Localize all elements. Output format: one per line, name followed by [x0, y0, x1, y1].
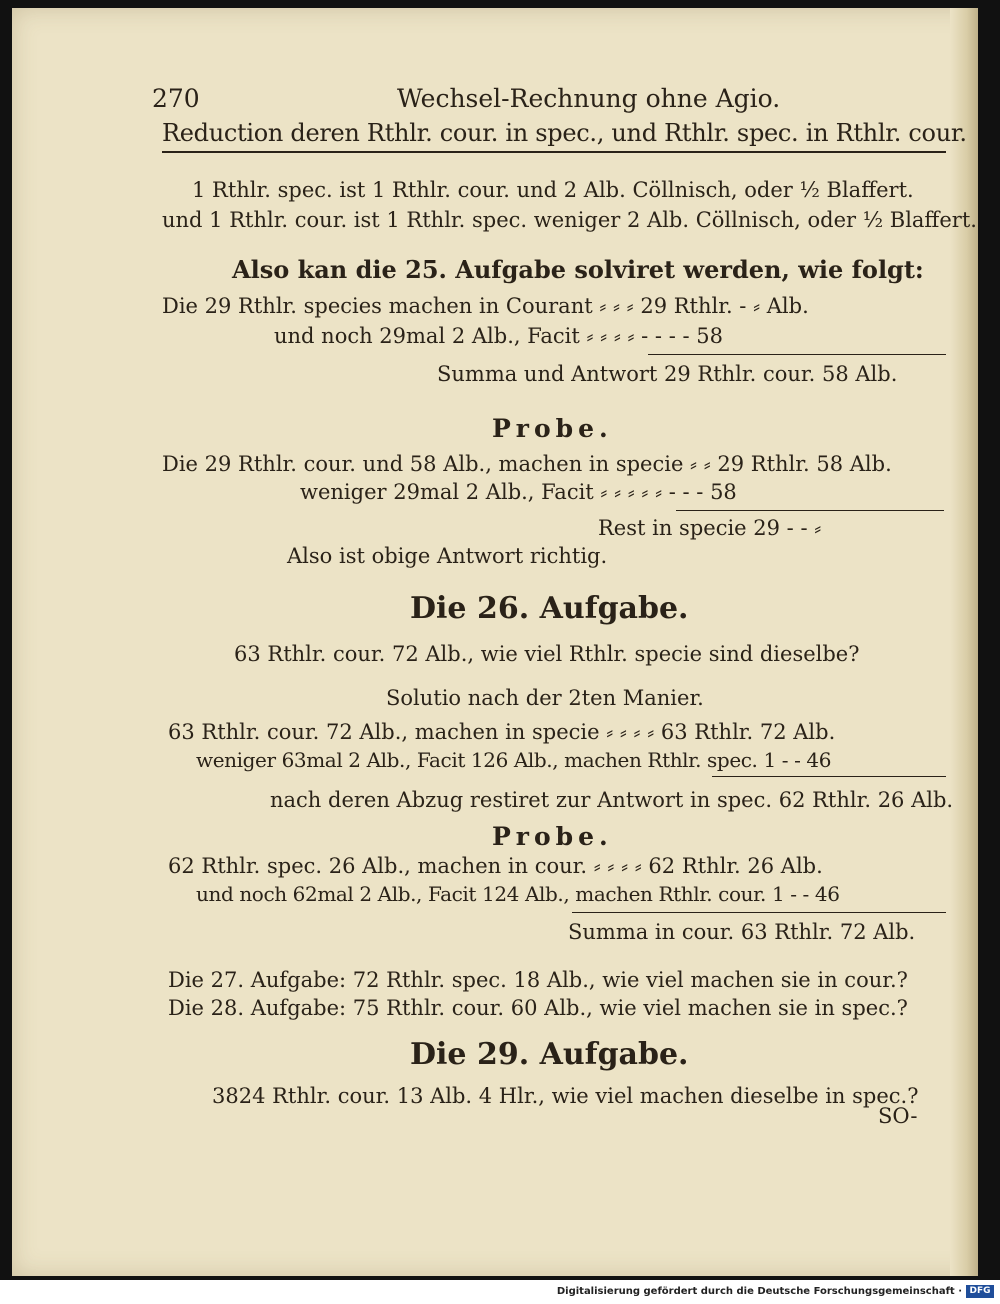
- probe1-line-2: weniger 29mal 2 Alb., Facit ⸗ ⸗ ⸗ ⸗ ⸗ - - - 58: [300, 480, 737, 504]
- page-gutter-shadow: [950, 8, 978, 1276]
- rule-line-1: 1 Rthlr. spec. ist 1 Rthlr. cour. und 2 Alb. Cöllnisch, oder ½ Blaffert.: [192, 178, 914, 202]
- task25-heading: Also kan die 25. Aufgabe solviret werden, wie folgt:: [232, 255, 924, 284]
- task26-result: nach deren Abzug restiret zur Antwort in spec. 62 Rthlr. 26 Alb.: [270, 788, 954, 812]
- probe1-rest: Rest in specie 29 - - ⸗: [598, 516, 822, 540]
- probe2-line-1: 62 Rthlr. spec. 26 Alb., machen in cour. ⸗ ⸗ ⸗ ⸗ 62 Rthlr. 26 Alb.: [168, 854, 823, 878]
- task25-line-2: und noch 29mal 2 Alb., Facit ⸗ ⸗ ⸗ ⸗ - - - - 58: [274, 324, 723, 348]
- probe2-sum: Summa in cour. 63 Rthlr. 72 Alb.: [568, 920, 916, 944]
- running-title: Wechsel-Rechnung ohne Agio.: [397, 84, 781, 113]
- probe1-heading: Probe.: [492, 414, 613, 443]
- probe2-line-2: und noch 62mal 2 Alb., Facit 124 Alb., machen Rthlr. cour. 1 - - 46: [196, 882, 840, 906]
- task26-question: 63 Rthlr. cour. 72 Alb., wie viel Rthlr. specie sind dieselbe?: [234, 642, 860, 666]
- task26-line-1: 63 Rthlr. cour. 72 Alb., machen in specie ⸗ ⸗ ⸗ ⸗ 63 Rthlr. 72 Alb.: [168, 720, 836, 744]
- task26-line-2: weniger 63mal 2 Alb., Facit 126 Alb., machen Rthlr. spec. 1 - - 46: [196, 748, 832, 772]
- probe1-conclusion: Also ist obige Antwort richtig.: [287, 544, 608, 568]
- task25-sum-rule: [648, 354, 946, 355]
- book-page: [12, 8, 978, 1276]
- footer-credit: Digitalisierung gefördert durch die Deutsche Forschungsgemeinschaft ·: [556, 1286, 962, 1297]
- task25-sum: Summa und Antwort 29 Rthlr. cour. 58 Alb.: [437, 362, 898, 386]
- section-subtitle: Reduction deren Rthlr. cour. in spec., und Rthlr. spec. in Rthlr. cour.: [162, 119, 967, 147]
- task27-line: Die 27. Aufgabe: 72 Rthlr. spec. 18 Alb., wie viel machen sie in cour.?: [168, 968, 908, 992]
- task29-question: 3824 Rthlr. cour. 13 Alb. 4 Hlr., wie viel machen dieselbe in spec.?: [212, 1084, 919, 1108]
- task26-solution-heading: Solutio nach der 2ten Manier.: [386, 686, 704, 710]
- probe1-rule: [676, 510, 944, 511]
- page-number: 270: [152, 84, 200, 113]
- catchword: SO-: [878, 1104, 918, 1128]
- task29-heading: Die 29. Aufgabe.: [410, 1037, 689, 1072]
- probe1-line-1: Die 29 Rthlr. cour. und 58 Alb., machen in specie ⸗ ⸗ 29 Rthlr. 58 Alb.: [162, 452, 892, 476]
- digitization-footer: [0, 1280, 1000, 1304]
- task26-rule: [712, 776, 946, 777]
- task28-line: Die 28. Aufgabe: 75 Rthlr. cour. 60 Alb., wie viel machen sie in spec.?: [168, 996, 908, 1020]
- probe2-heading: Probe.: [492, 822, 613, 851]
- dfg-logo-icon: DFG: [966, 1285, 994, 1298]
- task25-line-1: Die 29 Rthlr. species machen in Courant ⸗ ⸗ ⸗ 29 Rthlr. - ⸗ Alb.: [162, 294, 809, 318]
- probe2-rule: [572, 912, 946, 913]
- rule-line-2: und 1 Rthlr. cour. ist 1 Rthlr. spec. weniger 2 Alb. Cöllnisch, oder ½ Blaffert.: [162, 208, 977, 232]
- header-rule: [162, 151, 946, 153]
- task26-heading: Die 26. Aufgabe.: [410, 591, 689, 626]
